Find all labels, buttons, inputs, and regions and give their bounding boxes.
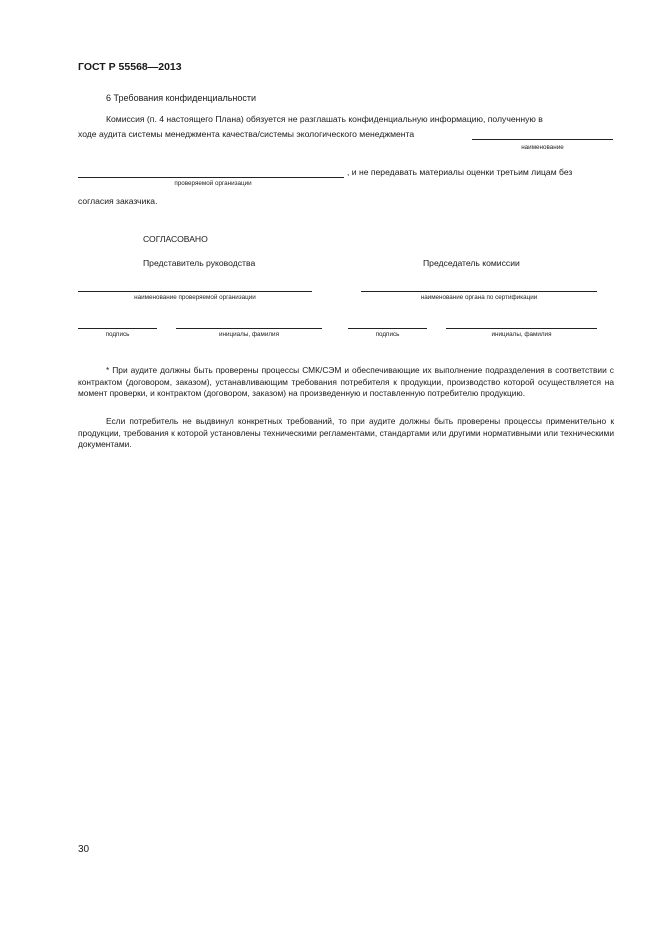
field-caption: инициалы, фамилия [219,331,279,338]
text-line: Комиссия (п. 4 настоящего Плана) обязуется не разглашать конфиденциальную информацию, полученную в [106,114,543,124]
left-heading: Представитель руководства [143,258,256,268]
field-caption: наименование органа по сертификации [420,294,538,301]
field-caption: проверяемой организации [174,180,252,187]
field-caption: подпись [375,331,400,338]
right-heading: Председатель комиссии [423,258,520,268]
fill-line [446,328,597,329]
fill-line [78,177,344,178]
signature-line [78,328,157,329]
standard-number: ГОСТ Р 55568—2013 [78,61,182,73]
page-number: 30 [78,844,90,855]
fill-line [176,328,322,329]
text-line: ходе аудита системы менеджмента качества/системы экологического менеджмента [78,129,415,139]
text-line: , и не передавать материалы оценки третьим лицам без [347,167,573,177]
fill-line [361,291,597,292]
field-caption: инициалы, фамилия [491,331,552,338]
fill-line [472,139,613,140]
field-caption: наименование проверяемой организации [134,294,256,301]
text-line: согласия заказчика. [78,196,158,206]
fill-line [78,291,312,292]
approval-title: СОГЛАСОВАНО [143,234,208,244]
field-caption: наименование [521,144,564,151]
section-title: 6 Требования конфиденциальности [106,93,257,103]
signature-line [348,328,427,329]
footnote-paragraph: * При аудите должны быть проверены процессы СМК/СЭМ и обеспечивающие их выполнение подразделения в соответствии с контрактом (договором, заказом), устанавливающим требования потребителя к продукции, производство которой осуществляется на момент проверки, и контрактом (договором, заказом) на произведенную и поставленную потребителю продукцию. [78,365,614,398]
field-caption: подпись [105,331,130,338]
footnote-paragraph: Если потребитель не выдвинул конкретных требований, то при аудите должны быть проверены процессы применительно к продукции, требования к которой установлены техническими регламентами, стандартами или другими нормативными или техническими документами. [78,416,614,449]
